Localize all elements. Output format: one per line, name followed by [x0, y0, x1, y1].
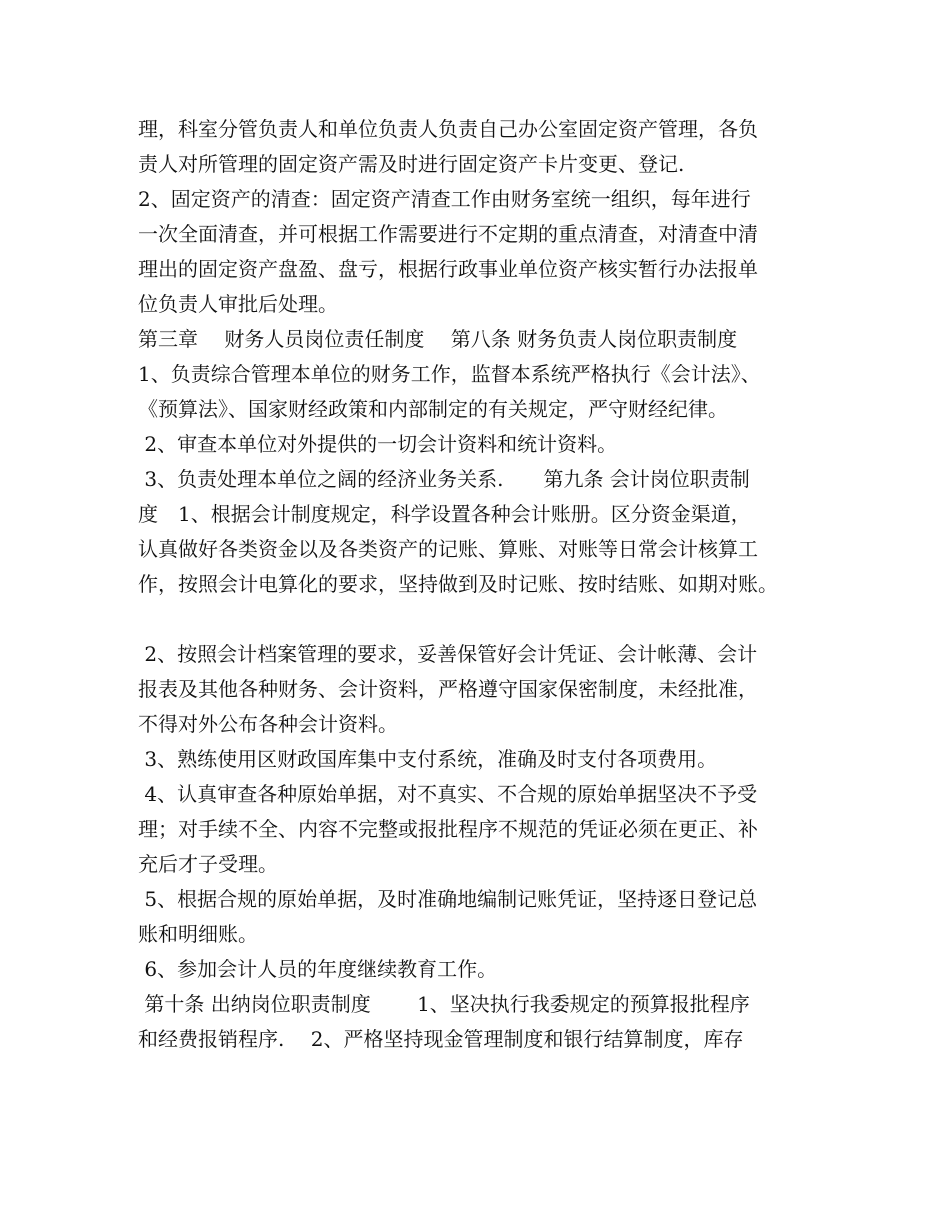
text-line: 和经费报销程序. 2、严格坚持现金管理制度和银行结算制度，库存: [138, 1027, 744, 1051]
text-line: 作，按照会计电算化的要求，坚持做到及时记账、按时结账、如期对账。: [138, 572, 778, 596]
text-line: 账和明细账。: [138, 922, 258, 946]
document-body: [138, 112, 838, 1057]
blank-line: [138, 602, 838, 637]
text-line: 2、审查本单位对外提供的一切会计资料和统计资料。: [138, 432, 618, 456]
text-line: 报表及其他各种财务、会计资料，严格遵守国家保密制度，未经批准，: [138, 677, 758, 701]
text-line: 一次全面清查，并可根据工作需要进行不定期的重点清查，对清查中清: [138, 222, 758, 246]
text-line: 充后才子受理。: [138, 852, 278, 876]
text-line: 1、负责综合管理本单位的财务工作，监督本系统严格执行《会计法》、: [138, 362, 761, 386]
text-line: 6、参加会计人员的年度继续教育工作。: [138, 957, 498, 981]
chapter-heading-line: 第三章 财务人员岗位责任制度 第八条 财务负责人岗位职责制度: [138, 327, 738, 351]
text-line: 位负责人审批后处理。: [138, 292, 338, 316]
text-line: 理，科室分管负责人和单位负责人负责自己办公室固定资产管理，各负: [138, 117, 758, 141]
text-line: 度 1、根据会计制度规定，科学设置各种会计账册。区分资金渠道，: [138, 502, 751, 526]
text-line: 《预算法》、国家财经政策和内部制定的有关规定，严守财经纪律。: [138, 397, 728, 421]
text-line: 3、负责处理本单位之阔的经济业务关系. 第九条 会计岗位职责制: [138, 467, 750, 491]
text-line: 理出的固定资产盘盈、盘亏，根据行政事业单位资产核实暂行办法报单: [138, 257, 758, 281]
text-line: 第十条 出纳岗位职责制度 1、坚决执行我委规定的预算报批程序: [138, 992, 750, 1016]
text-line: 5、根据合规的原始单据，及时准确地编制记账凭证，坚持逐日登记总: [138, 887, 758, 911]
text-line: 认真做好各类资金以及各类资产的记账、算账、对账等日常会计核算工: [138, 537, 758, 561]
text-line: 责人对所管理的固定资产需及时进行固定资产卡片变更、登记.: [138, 152, 685, 176]
text-line: 理；对手续不全、内容不完整或报批程序不规范的凭证必须在更正、补: [138, 817, 758, 841]
text-line: 3、熟练使用区财政国库集中支付系统，准确及时支付各项费用。: [138, 747, 718, 771]
text-line: 4、认真审查各种原始单据，对不真实、不合规的原始单据坚决不予受: [138, 782, 758, 806]
text-line: 2、按照会计档案管理的要求，妥善保管好会计凭证、会计帐薄、会计: [138, 642, 758, 666]
text-line: 2、固定资产的清查：固定资产清查工作由财务室统一组织，每年进行: [138, 187, 751, 211]
text-line: 不得对外公布各种会计资料。: [138, 712, 398, 736]
